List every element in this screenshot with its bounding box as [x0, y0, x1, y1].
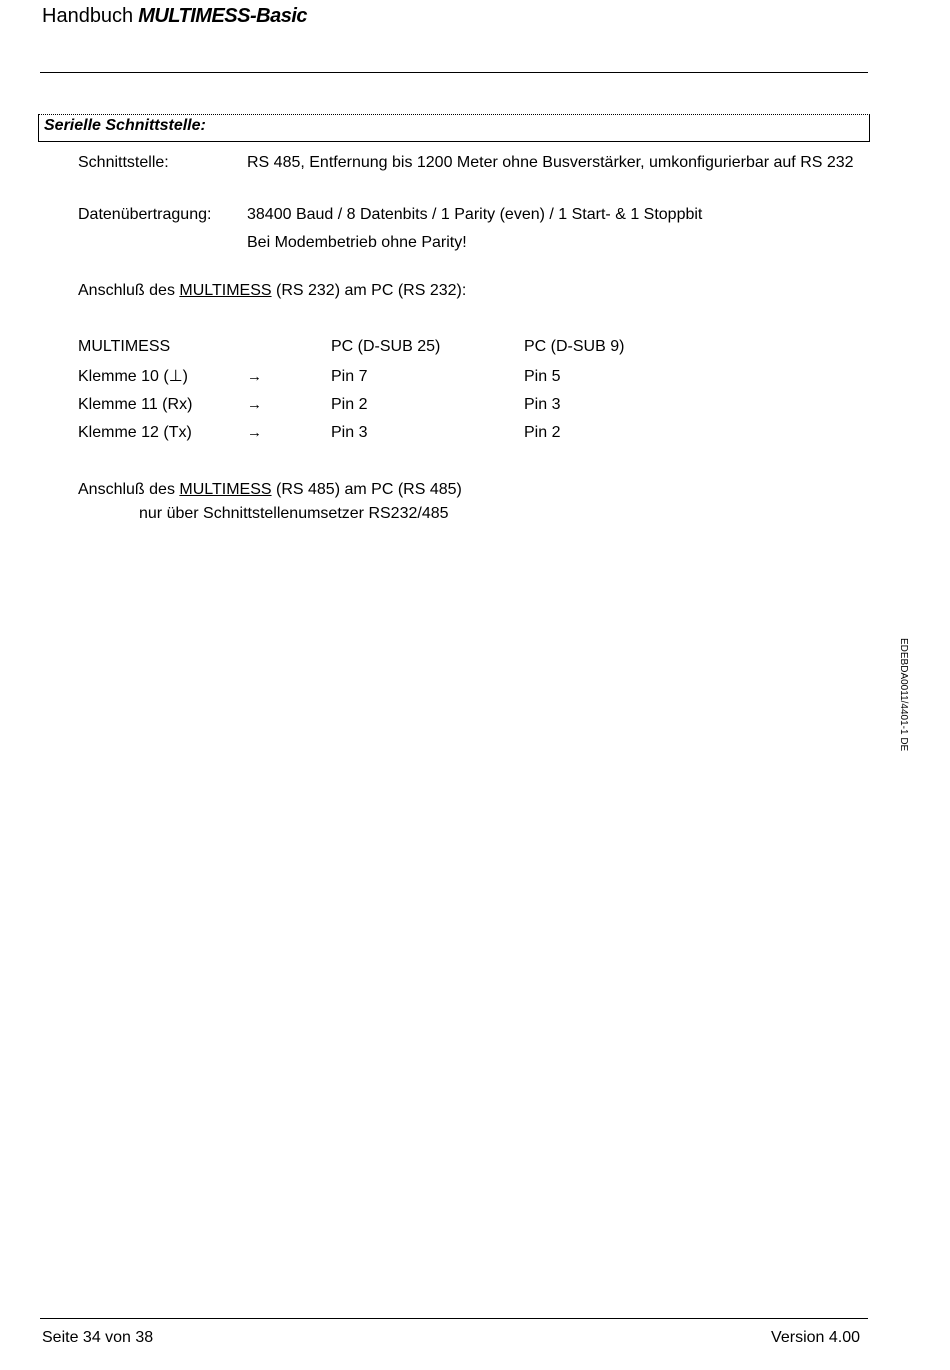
section-title: Serielle Schnittstelle:: [44, 117, 206, 134]
rs232-pre: Anschluß des: [78, 282, 175, 299]
rs485-pre: Anschluß des: [78, 481, 175, 498]
pin-row-dsub9: Pin 3: [524, 396, 561, 413]
footer-version: Version 4.00: [771, 1329, 860, 1346]
header-brand: MULTIMESS-Basic: [138, 5, 308, 27]
header-rule: [40, 72, 868, 73]
spec-value-schnittstelle: RS 485, Entfernung bis 1200 Meter ohne Busverstärker, umkonfigurierbar auf RS 232: [247, 154, 854, 171]
arrow-right-icon: →: [247, 424, 262, 441]
page-header: [42, 5, 307, 28]
pin-row-dsub9: Pin 5: [524, 368, 561, 385]
rs485-note: nur über Schnittstellenumsetzer RS232/485: [139, 505, 449, 522]
rs485-connection-text: [78, 478, 462, 501]
pin-row-terminal: Klemme 10 (⊥): [78, 368, 188, 385]
spec-value-datenuebertragung: 38400 Baud / 8 Datenbits / 1 Parity (even) / 1 Start- & 1 Stoppbit: [247, 206, 703, 223]
rs485-device: MULTIMESS: [179, 481, 272, 498]
pin-row-dsub9: Pin 2: [524, 424, 561, 441]
rs232-device: MULTIMESS: [179, 282, 272, 299]
pin-row-terminal: Klemme 11 (Rx): [78, 396, 193, 413]
pin-table-header-dsub25: PC (D-SUB 25): [331, 338, 441, 355]
section-heading-box: [38, 114, 870, 142]
spec-label-schnittstelle: Schnittstelle:: [78, 154, 169, 171]
rs485-post: (RS 485) am PC (RS 485): [276, 481, 462, 498]
arrow-right-icon: →: [247, 396, 262, 413]
pin-row-terminal: Klemme 12 (Tx): [78, 424, 192, 441]
pin-row-dsub25: Pin 2: [331, 396, 368, 413]
document-code: EDEBDA0011/4401-1 DE: [898, 638, 909, 752]
spec-note-modem: Bei Modembetrieb ohne Parity!: [247, 234, 467, 251]
rs232-connection-text: [78, 279, 466, 302]
spec-label-datenuebertragung: Datenübertragung:: [78, 206, 212, 223]
pin-row-dsub25: Pin 3: [331, 424, 368, 441]
pin-table-header-dsub9: PC (D-SUB 9): [524, 338, 625, 355]
footer-rule: [40, 1318, 868, 1319]
header-prefix: Handbuch: [42, 5, 134, 27]
rs232-post: (RS 232) am PC (RS 232):: [276, 282, 467, 299]
arrow-right-icon: →: [247, 368, 262, 385]
pin-table-header-multimess: MULTIMESS: [78, 338, 171, 355]
footer-page-number: Seite 34 von 38: [42, 1329, 154, 1346]
pin-row-dsub25: Pin 7: [331, 368, 368, 385]
